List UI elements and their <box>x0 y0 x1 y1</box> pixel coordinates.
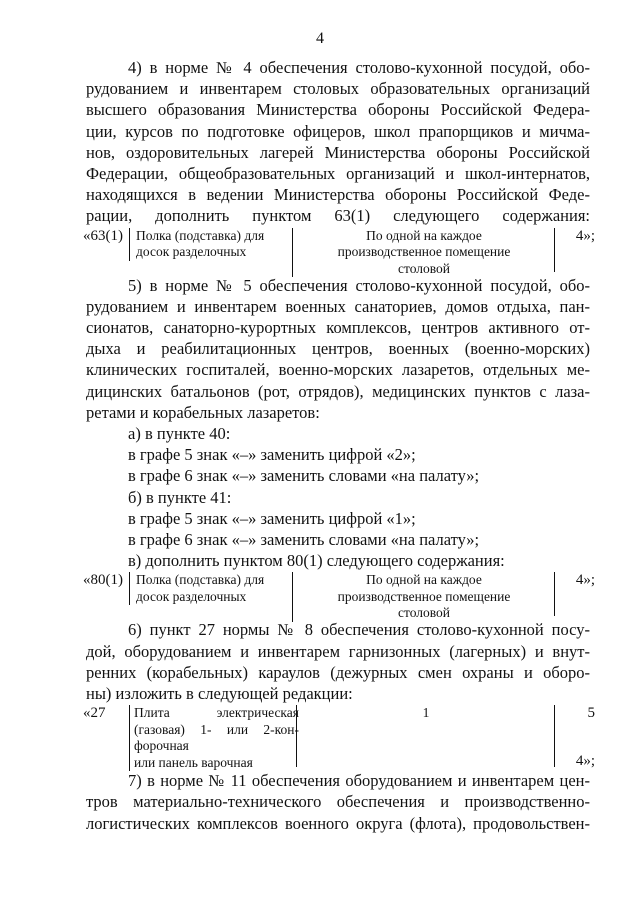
text-line: дыха и реабилитационных центров, военных (военно-морских) <box>86 339 590 359</box>
text-line: рации, дополнить пунктом 63(1) следующего содержания: <box>86 206 590 226</box>
cell-line: Полка (подставка) для <box>136 227 265 243</box>
paragraph-7 <box>86 770 590 834</box>
item-number: «27 <box>83 705 106 722</box>
text-line: 6) пункт 27 нормы № 8 обеспечения столово-кухонной посу- <box>128 620 590 640</box>
text-line: Федерации, общеобразовательных организаций и школ-интернатов, <box>86 164 590 184</box>
cell-line: (газовая) 1- или 2-кон- <box>134 721 299 737</box>
text-line: 5) в норме № 5 обеспечения столово-кухонной посудой, обо- <box>128 275 590 295</box>
text-line: 4) в норме № 4 обеспечения столово-кухонной посудой, обо- <box>128 58 590 77</box>
text-line: ренних (корабельных) караулов (дежурных смен охраны и оборо- <box>86 662 590 682</box>
text-line: находящихся в ведении Министерства обороны Российской Феде- <box>86 185 590 205</box>
text-line: рудованием и инвентарем военных санаториев, домов отдыха, пан- <box>86 296 590 316</box>
paragraph-6 <box>86 619 590 704</box>
paragraph-4 <box>86 57 590 227</box>
item-term-cell: 4»; <box>554 572 595 616</box>
text-line: дицинских батальонов (рот, отрядов), медицинских пунктов с лаза- <box>86 381 590 401</box>
text-line: клинических госпиталей, военно-морских лазаретов, отдельных ме- <box>86 360 590 380</box>
text-line: в графе 5 знак «–» заменить цифрой «2»; <box>128 445 416 465</box>
text-line: сионатов, санаторно-курортных комплексов, центров активного от- <box>86 318 590 338</box>
item-name-cell <box>129 228 293 261</box>
paragraph-5 <box>86 275 590 572</box>
item-term-cell <box>554 705 595 767</box>
page-number: 4 <box>316 30 324 47</box>
cell-line: По одной на каждое <box>366 572 482 588</box>
text-line: высшего образования Министерства обороны Российской Федера- <box>86 100 590 120</box>
text-line: в графе 6 знак «–» заменить словами «на палату»; <box>128 530 480 550</box>
cell-line: Плита электрическая <box>134 705 299 721</box>
cell-line: Полка (подставка) для <box>136 572 265 588</box>
text-line: а) в пункте 40: <box>128 424 231 444</box>
cell-line: досок разделочных <box>136 588 247 604</box>
cell-value: 5 <box>587 705 595 722</box>
text-line: в) дополнить пунктом 80(1) следующего содержания: <box>128 551 505 571</box>
text-line: в графе 5 знак «–» заменить цифрой «1»; <box>128 508 416 528</box>
text-line: б) в пункте 41: <box>128 487 232 507</box>
cell-line: По одной на каждое <box>366 227 482 243</box>
text-line: ретами и корабельных лазаретов: <box>86 402 320 422</box>
text-line: ны) изложить в следующей редакции: <box>86 684 353 704</box>
item-number: «63(1) <box>83 227 123 244</box>
cell-line: производственное помещение <box>337 588 511 604</box>
text-line: ции, курсов по подготовке офицеров, школ прапорщиков и мичма- <box>86 121 590 141</box>
item-name-cell <box>129 705 299 771</box>
text-line: тров материально-технического обеспечения и производственно- <box>86 792 590 812</box>
table-item-63-1 <box>83 227 595 276</box>
text-line: рудованием и инвентарем столовых образовательных организаций <box>86 79 590 99</box>
cell-line: форочная <box>134 738 189 754</box>
cell-value: 4»; <box>575 752 595 769</box>
cell-line: производственное помещение <box>337 244 511 260</box>
table-item-80-1 <box>83 571 595 621</box>
text-line: логистических комплексов военного округа (флота), продовольствен- <box>86 813 590 833</box>
cell-line: столовой <box>397 605 451 621</box>
item-quantity-cell: 1 <box>296 705 555 767</box>
text-line: нов, оздоровительных лагерей Министерства обороны Российской <box>86 142 590 162</box>
text-line: 7) в норме № 11 обеспечения оборудованием и инвентарем цен- <box>128 771 590 791</box>
item-name-cell <box>129 572 293 605</box>
item-quantity-cell <box>292 228 555 278</box>
table-item-27 <box>83 704 595 770</box>
text-line: дой, оборудованием и инвентарем гарнизонных (лагерных) и внут- <box>86 641 590 661</box>
document-body <box>83 57 595 834</box>
cell-line: досок разделочных <box>136 244 247 260</box>
cell-line: столовой <box>397 260 451 276</box>
item-term-cell: 4»; <box>554 228 595 272</box>
text-line: в графе 6 знак «–» заменить словами «на палату»; <box>128 466 480 486</box>
item-quantity-cell <box>292 572 555 622</box>
item-number: «80(1) <box>83 572 123 589</box>
cell-line: или панель варочная <box>134 754 253 770</box>
